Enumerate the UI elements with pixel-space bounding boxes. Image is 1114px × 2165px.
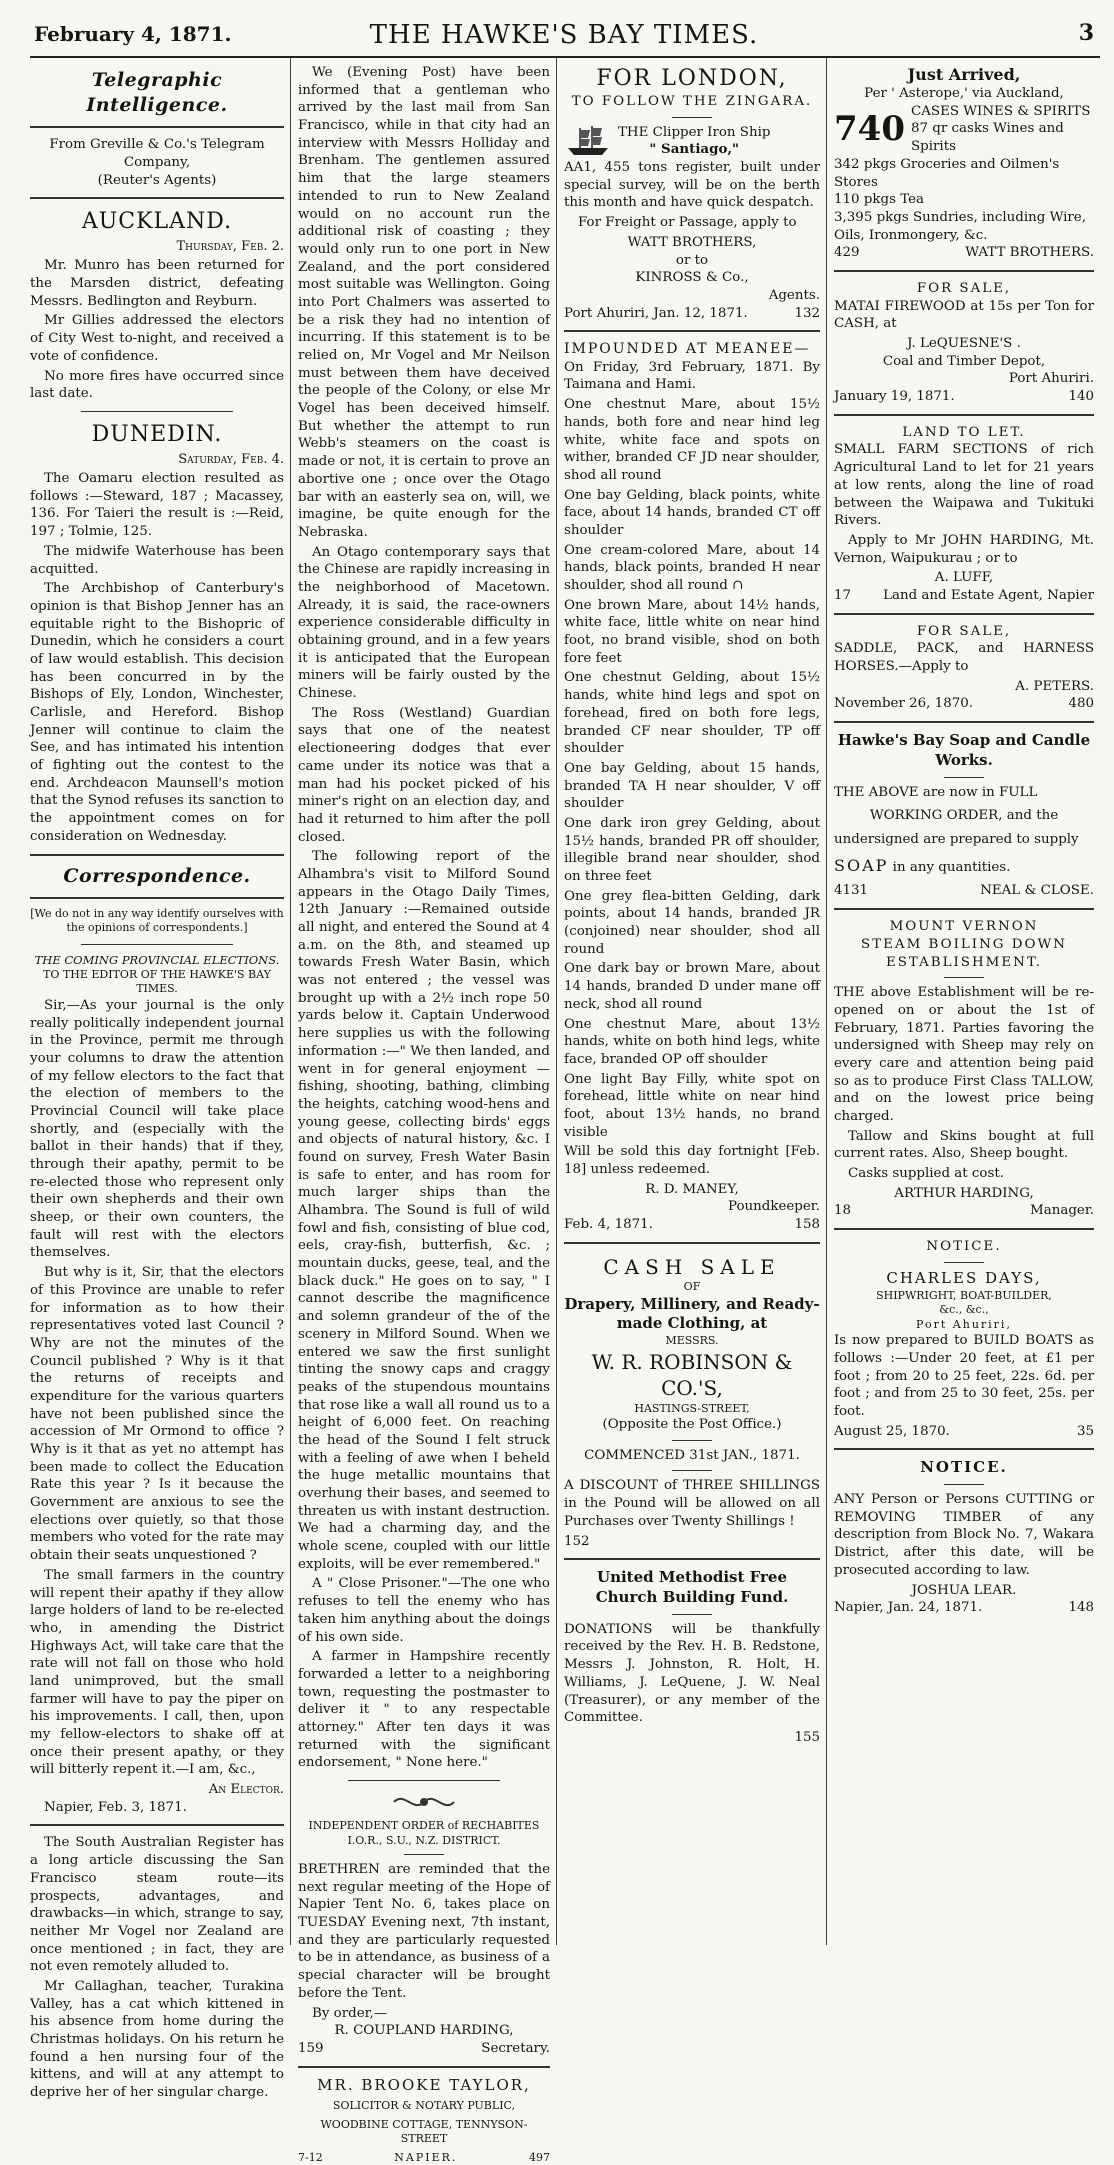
sale-title: FOR SALE, (916, 623, 1012, 639)
ad-number: 35 (1076, 1423, 1094, 1439)
divider (834, 721, 1094, 723)
taylor-name: MR. BROOKE TAYLOR, (317, 2075, 531, 2094)
ad-number: 159 (298, 2040, 324, 2056)
vernon-line: STEAM BOILING DOWN (861, 936, 1067, 952)
signer-name: A. LUFF, (934, 570, 994, 586)
news-paragraph: No more fires have occurred since last date. (30, 368, 284, 402)
vernon-line: MOUNT VERNON (889, 919, 1039, 935)
arrived-count: 740 (834, 108, 905, 149)
methodist-body: DONATIONS will be thankfully received by the Rev. H. B. Redstone, Messrs J. Johnston, R. Holt, H. Williams, J. LeQuene, J. W. Neal (Treasurer), or any member of the Committee. (564, 1621, 820, 1726)
divider (298, 2066, 550, 2068)
cash-sale-title: CASH SALE (603, 1254, 781, 1279)
soap-title: Hawke's Bay Soap and Candle Works. (837, 731, 1091, 769)
impound-item: One light Bay Filly, white spot on forehead, little white on near hind foot, about 13½ hands, no brand visible (564, 1071, 820, 1140)
letter-place-date: Napier, Feb. 3, 1871. (44, 1799, 187, 1815)
disclaimer: [We do not in any way identify ourselves with the opinions of correspondents.] (30, 906, 284, 935)
notice-title: NOTICE. (926, 1239, 1002, 1255)
street-line: HASTINGS-STREET, (634, 1401, 750, 1415)
london-body: AA1, 455 tons register, built under special survey, will be on the berth this month and have quick despatch. (564, 160, 820, 211)
divider (672, 1614, 712, 1615)
section-title-telegraphic: Telegraphic Intelligence. (86, 69, 228, 117)
news-paragraph: The midwife Waterhouse has been acquitted. (30, 543, 284, 577)
notice-name: CHARLES DAYS, (886, 1268, 1042, 1287)
ad-footer (564, 1216, 820, 1234)
poundkeeper-name: R. D. MANEY, (645, 1181, 739, 1197)
taylor-address: WOODBINE COTTAGE, TENNYSON-STREET (320, 2117, 528, 2146)
divider (834, 908, 1094, 910)
divider (834, 414, 1094, 416)
notice-title: NOTICE. (920, 1458, 1008, 1477)
column-2 (298, 64, 550, 2164)
letter-paragraph: Sir,—As your journal is the only really politically independent journal in the Province, permit me through your columns to draw the attention of my fellow electors to the fact that the election of members to the Provincial Council will take place shortly, and (especially with the ballot in their hands) that if they, through their apathy, permit to be re-elected those who represent only their own shepherds and their own sheep, or their own counters, the fault will rest with the electors themselves. (30, 997, 284, 1261)
news-paragraph: An Otago contemporary says that the Chinese are rapidly increasing in the neighborhood of Macetown. Already, it is said, the race-owners experience considerable difficulty in obtaining ground, and in a few years it is anticipated that the European miners will be fairly ousted by the Chinese. (298, 544, 550, 702)
ad-date: November 26, 1870. (834, 696, 974, 712)
news-paragraph: Mr Callaghan, teacher, Turakina Valley, has a cat which kittened in his absence from home during the Christmas holidays. On his return he found a hen nursing four of the kittens, and will at any attempt to deprive her of her singular charge. (30, 1978, 284, 2101)
ship-header (564, 124, 820, 159)
ad-number: 158 (794, 1217, 820, 1233)
divider (944, 1484, 984, 1485)
source-line: (Reuter's Agents) (97, 172, 217, 188)
opposite-line: (Opposite the Post Office.) (602, 1417, 782, 1433)
rechabites-body: BRETHREN are reminded that the next regular meeting of the Hope of Napier Tent No. 6, takes place on TUESDAY Evening next, 7th instant, and they are particularly requested to be in attendance, as business of a special character will be brought before the Tent. (298, 1862, 550, 2001)
paper-title: THE HAWKE'S BAY TIMES. (369, 20, 759, 50)
news-paragraph: The following report of the Alhambra's visit to Milford Sound appears in the Otago Daily Times, 12th January :—Remained outside all night, and entered the Sound at 4 a.m. on the 8th, and steamed up towards Fresh Water Basin, which was not entered ; the vessel was brought up with a 2½ inch rope 50 yards below it. Captain Underwood here supplies us with the following information :—" We then landed, and went in for general enjoyment — fishing, shooting, bathing, climbing the heights, catching wood-hens and young geese, collecting birds' eggs and objects of natural history, &c. I found on survey, Fresh Water Basin is safe to enter, and has room for much larger ships than the Alhambra. The Sound is full of wild fowl and fish, consisting of blue cod, eels, cray-fish, butterfish, &c. ; mountain ducks, geese, teal, and the black duck." He goes on to say, " I cannot describe the magnificence and solemn grandeur of the of the scenery in Milford Sound. When we entered we saw the first sunlight tinting the snowy caps and craggy peaks of the stupendous mountains that rose like a wall all round us to a height of 6,000 feet. On reaching the head of the Sound I felt struck with a feeling of awe when I beheld the huge metallic mountains that overhung their bases, and seemed to threaten us with instant destruction. We had a charming day, and the whole scene, coupled with our little exploits, will be ever remembered." (298, 849, 550, 1572)
sale-notice: Will be sold this day fortnight [Feb. 18] unless redeemed. (564, 1144, 820, 1177)
of-line: OF (683, 1280, 701, 1294)
ad-footer (298, 2040, 550, 2058)
news-paragraph: Mr. Munro has been returned for the Marsden district, defeating Messrs. Bedlington and Reyburn. (30, 258, 284, 309)
ad-footer (834, 1599, 1094, 1617)
source-line: From Greville & Co.'s Telegram Company, (49, 137, 265, 170)
impound-item: One bay Gelding, about 15 hands, branded TA H near shoulder, V off shoulder (564, 760, 820, 812)
letter-paragraph: The small farmers in the country will repent their apathy if they allow large holders of land to be re-elected who, in amending the District Highways Act, will take care that the rate will not fall on those who hold land unimproved, but the small farmer will have to pay the piper on his improvements. I call, then, upon my fellow-electors to shake off at once their present apathy, or they will bitterly repent it.—I am, &c., (30, 1567, 284, 1778)
rechabites-signer: R. COUPLAND HARDING, (334, 2023, 514, 2039)
sale-body: SADDLE, PACK, and HARNESS HORSES.—Apply to (834, 641, 1094, 675)
ad-footer (834, 388, 1094, 406)
divider (834, 613, 1094, 615)
soap-line: WORKING ORDER, and the (869, 808, 1059, 824)
ad-footer (834, 1202, 1094, 1220)
ad-number: 152 (564, 1533, 590, 1549)
news-paragraph: We (Evening Post) have been informed that a gentleman who arrived by the last mail from San Francisco, while in that city had an interview with Messrs Holliday and Brenham. The gentlemen assured him that the large steamers intended to run to New Zealand would on no account run the additional risk of coasting ; they would only run to one port in New Zealand, and the port considered most suitable was Wellington. Going into Port Chalmers was asserted to be a risk they had no intention of incurring. If this statement is to be relied on, Mr Vogel and Mr Neilson must between them have deceived the people of the Colony, or else Mr Vogel has been deceived himself. But whether the attempt to run Webb's steamers on the coast is made or not, it is certain to prove an abortive one ; once over the Otago bar with an easterly sea on, will, we imagine, be quite enough for the Nebraska. (298, 65, 550, 540)
ad-number: 18 (834, 1203, 852, 1219)
impound-item: One dark iron grey Gelding, about 15½ hands, branded PR off shoulder, illegible brand near shoulder, shod on three feet (564, 815, 820, 884)
ad-number: 148 (1068, 1600, 1094, 1616)
vernon-body: Casks supplied at cost. (848, 1166, 1004, 1182)
goods-line: Drapery, Millinery, and Ready-made Clothing, at (564, 1294, 820, 1333)
divider (30, 1824, 284, 1826)
address-line: Port Ahuriri. (1008, 371, 1094, 387)
masthead-rule (30, 56, 1100, 58)
ad-number: 155 (794, 1729, 820, 1745)
ad-number: 480 (1068, 696, 1094, 712)
signer-name: A. PETERS. (1015, 678, 1094, 694)
signer-name: ARTHUR HARDING, (894, 1185, 1034, 1201)
apply-line: Apply to Mr JOHN HARDING, Mt. Vernon, Waipukurau ; or to (834, 532, 1094, 566)
signer-name: JOSHUA LEAR. (911, 1582, 1017, 1598)
letter-address: TO THE EDITOR OF THE HAWKE'S BAY TIMES. (43, 967, 271, 996)
divider (564, 1558, 820, 1560)
arrived-line: CASES WINES & SPIRITS (910, 103, 1091, 119)
impound-item: One bay Gelding, black points, white face, about 14 hands, branded CT off shoulder (564, 487, 820, 538)
notice-body: Is now prepared to BUILD BOATS as follows :—Under 20 feet, at £1 per foot ; from 20 to 25 feet, 22s. 6d. per foot ; and from 25 to 30 feet, 25s. per foot. (834, 1333, 1094, 1419)
ad-footer (564, 305, 820, 323)
impound-item: One chestnut Mare, about 15½ hands, both fore and near hind leg white, white face and spots on wither, branded CF JD near shoulder, shod all round (564, 397, 820, 483)
arrived-line: 3,395 pkgs Sundries, including Wire, Oils, Ironmongery, &c. (834, 209, 1086, 243)
letter-heading: THE COMING PROVINCIAL ELECTIONS. (34, 952, 280, 967)
arrived-line: 110 pkgs Tea (834, 192, 925, 208)
soap-word: SOAP (834, 855, 889, 875)
column-rule (826, 58, 827, 1945)
vernon-body: THE above Establishment will be re-opened on or about the 1st of February, 1871. Parties favoring the undersigned with Sheep may rely on every care and attention being paid so as to produce First Class TALLOW, and on the lowest price being charged. (834, 985, 1094, 1125)
sale-body: MATAI FIREWOOD at 15s per Ton for CASH, at (834, 298, 1094, 332)
address-line: Coal and Timber Depot, (882, 353, 1046, 369)
soap-line: undersigned are prepared to supply (834, 832, 1079, 848)
soap-line-rest: in any quantities. (892, 859, 1011, 875)
messrs-line: MESSRS. (665, 1334, 719, 1348)
arrived-headline (834, 103, 1094, 156)
impound-item: One chestnut Mare, about 13½ hands, white on both hind legs, white face, branded OP off shoulder (564, 1016, 820, 1067)
firm-name: J. LeQUESNE'S . (907, 336, 1021, 352)
notice-trade: SHIPWRIGHT, BOAT-BUILDER, (876, 1288, 1052, 1302)
divider (81, 944, 233, 945)
land-title: LAND TO LET. (902, 424, 1026, 440)
firm-name: NEAL & CLOSE. (980, 883, 1094, 899)
divider (81, 411, 233, 412)
place-heading-dunedin: DUNEDIN. (91, 421, 223, 447)
methodist-title: United Methodist Free Church Building Fund. (595, 1568, 789, 1606)
firm-name: W. R. ROBINSON & CO.'S, (591, 1349, 793, 1401)
vernon-line: ESTABLISHMENT. (885, 954, 1043, 970)
soap-line: THE ABOVE are now in FULL (834, 784, 1038, 800)
signer-role: Manager. (1030, 1203, 1094, 1219)
signer-role: Land and Estate Agent, Napier (883, 587, 1094, 603)
ad-number: 497 (529, 2150, 550, 2164)
news-paragraph: The Oamaru election resulted as follows :—Steward, 187 ; Macassey, 136. For Taieri the result is :—Reid, 197 ; Tolmie, 125. (30, 471, 284, 540)
ad-date: Port Ahuriri, Jan. 12, 1871. (564, 305, 748, 321)
section-title-correspondence: Correspondence. (63, 864, 251, 887)
or-line: or to (675, 252, 709, 268)
divider (672, 117, 712, 118)
ad-date: Napier, Jan. 24, 1871. (834, 1600, 983, 1616)
dateline: Thursday, Feb. 2. (176, 239, 284, 255)
divider (30, 897, 284, 899)
ad-footer (834, 1423, 1094, 1441)
poundkeeper-role: Poundkeeper. (728, 1199, 820, 1215)
soap-line (834, 855, 1094, 877)
divider (672, 1470, 712, 1471)
divider (834, 1448, 1094, 1450)
notice-place: Port Ahuriri, (916, 1317, 1012, 1331)
by-order: By order,— (312, 2005, 388, 2021)
ad-number: 4131 (834, 883, 869, 899)
ad-number: 132 (794, 305, 820, 321)
impounded-intro: On Friday, 3rd February, 1871. By Taimana and Hami. (564, 359, 820, 393)
ad-number: 140 (1068, 389, 1094, 405)
ad-date: Feb. 4, 1871. (564, 1217, 653, 1233)
news-paragraph: The Ross (Westland) Guardian says that one of the neatest electioneering dodges that ever came under its notice was that a man had his pocket picked of his miner's right on an election day, and had it returned to him after the poll closed. (298, 705, 550, 845)
ad-number: 429 (834, 245, 860, 261)
news-paragraph: A farmer in Hampshire recently forwarded a letter to a neighboring town, requesting the postmaster to deliver it " to any respectable attorney." After ten days it was returned with the significant endorsement, " None here." (298, 1649, 550, 1771)
ad-number: 17 (834, 587, 852, 603)
ad-footer (834, 882, 1094, 900)
divider (944, 1262, 984, 1263)
agents-label: Agents. (768, 287, 820, 303)
impound-item: One grey flea-bitten Gelding, dark points, about 14 hands, branded JR (conjoined) near shoulder, shod all round (564, 888, 820, 957)
ornament-icon (389, 1789, 459, 1815)
london-subtitle: TO FOLLOW THE ZINGARA. (571, 94, 813, 110)
issue-date: February 4, 1871. (34, 22, 232, 46)
divider (30, 854, 284, 856)
impound-item: One cream-colored Mare, about 14 hands, black points, branded H near shoulder, shod all round ∩ (564, 542, 820, 593)
firm-name: WATT BROTHERS. (965, 245, 1094, 261)
sale-title: FOR SALE, (916, 280, 1012, 296)
letter-signature: An Elector. (208, 1782, 284, 1798)
divider (404, 1854, 444, 1855)
page-number: 3 (1078, 20, 1094, 46)
news-paragraph: A " Close Prisoner."—The one who refuses to tell the enemy who has taken him anything about the doings of his own side. (298, 1576, 550, 1645)
ad-date: January 19, 1871. (834, 389, 955, 405)
taylor-title: SOLICITOR & NOTARY PUBLIC, (332, 2099, 516, 2113)
impound-item: One chestnut Gelding, about 15½ hands, white hind legs and spot on forehead, fired on both fore legs, branded CF near shoulder, TP off shoulder (564, 670, 820, 757)
ad-number: 7-12 (298, 2150, 323, 2164)
discount-line: A DISCOUNT of THREE SHILLINGS in the Pound will be allowed on all Purchases over Twenty Shillings ! (564, 1478, 820, 1529)
ad-footer (834, 695, 1094, 713)
divider (348, 1780, 499, 1781)
agent-name: WATT BROTHERS, (627, 234, 757, 250)
rechabites-heading: INDEPENDENT ORDER of RECHABITES (308, 1819, 540, 1832)
impound-item: One brown Mare, about 14½ hands, white face, little white on near hind foot, no brand visible, shod on both fore feet (564, 597, 820, 666)
column-rule (556, 58, 557, 1945)
letter-paragraph: But why is it, Sir, that the electors of this Province are unable to refer for information as to how their representatives voted last Council ? Why are not the minutes of the Council published ? Why is it that the returns of receipts and expenditure for the various quarters have not been published since the accession of Mr Ormond to office ? Why is it that as yet no attempt has been made to collect the Education Rate this year ? Is it because the Government are anxious to see the elections over quietly, so that those members who voted for the rate may obtain their seats unquestioned ? (30, 1265, 284, 1564)
impound-item: One dark bay or brown Mare, about 14 hands, branded D under mane off neck, shod all round (564, 961, 820, 1012)
apply-line: For Freight or Passage, apply to (578, 215, 797, 231)
column-rule (290, 58, 291, 1945)
news-paragraph: The South Australian Register has a long article discussing the San Francisco steam route—its prospects, advantages, and drawbacks—in which, strange to say, neither Mr Vogel nor Zealand are once mentioned ; in fact, they are not even remotely alluded to. (30, 1835, 284, 1975)
taylor-town: NAPIER. (394, 2150, 458, 2164)
agent-name: KINROSS & Co., (635, 270, 749, 286)
ship-line: THE Clipper Iron Ship (618, 124, 771, 140)
divider (672, 1440, 712, 1441)
column-3 (564, 64, 820, 1955)
arrived-title: Just Arrived, (907, 65, 1021, 84)
dateline: Saturday, Feb. 4. (178, 451, 284, 467)
masthead (34, 18, 1094, 52)
place-heading-auckland: AUCKLAND. (81, 209, 233, 235)
divider (30, 126, 284, 128)
ad-footer (834, 244, 1094, 262)
ad-footer (834, 587, 1094, 605)
divider (944, 977, 984, 978)
ship-icon (564, 124, 612, 158)
vernon-body: Tallow and Skins bought at full current rates. Also, Sheep bought. (834, 1128, 1094, 1162)
divider (564, 1242, 820, 1244)
ad-footer (298, 2151, 550, 2165)
signer-role: Secretary. (481, 2040, 550, 2056)
divider (564, 330, 820, 332)
arrived-per: Per ' Asterope,' via Auckland, (864, 86, 1064, 102)
divider (834, 270, 1094, 272)
ad-date: August 25, 1870. (834, 1423, 950, 1439)
divider (30, 197, 284, 199)
column-4 (834, 64, 1094, 1955)
land-body: SMALL FARM SECTIONS of rich Agricultural Land to let for 21 years at low rents, along the line of road between the Waipawa and Tukituki Rivers. (834, 442, 1094, 529)
divider (944, 777, 984, 778)
ship-name: " Santiago," (649, 141, 740, 158)
impounded-title: IMPOUNDED AT MEANEE— (564, 341, 811, 358)
rechabites-subheading: I.O.R., S.U., N.Z. DISTRICT. (347, 1833, 501, 1847)
london-title: FOR LONDON, (596, 66, 788, 91)
arrived-line: 87 qr casks Wines and Spirits (910, 121, 1064, 155)
arrived-line: 342 pkgs Groceries and Oilmen's Stores (834, 156, 1060, 190)
notice-etc: &c., &c., (939, 1303, 989, 1317)
news-paragraph: Mr Gillies addressed the electors of City West to-night, and received a vote of confidence. (30, 313, 284, 364)
news-paragraph: The Archbishop of Canterbury's opinion is that Bishop Jenner has an equitable right to the Bishopric of Dunedin, which he considers a court of law would establish. This decision has been concurred in by the Bishops of Ely, London, Winchester, Carlisle, and Hereford. Bishop Jenner will continue to claim the See, and has intimated his intention of fighting out the contest to the end. Archdeacon Maunsell's motion that the Synod refuses its sanction to the appointment comes on for consideration on Wednesday. (30, 581, 284, 844)
commenced-line: COMMENCED 31st JAN., 1871. (584, 1447, 800, 1463)
column-1 (30, 64, 284, 2101)
notice-body: ANY Person or Persons CUTTING or REMOVING TIMBER of any description from Block No. 7, Wakara District, after this date, will be prosecuted according to law. (834, 1492, 1094, 1578)
divider (834, 1228, 1094, 1230)
